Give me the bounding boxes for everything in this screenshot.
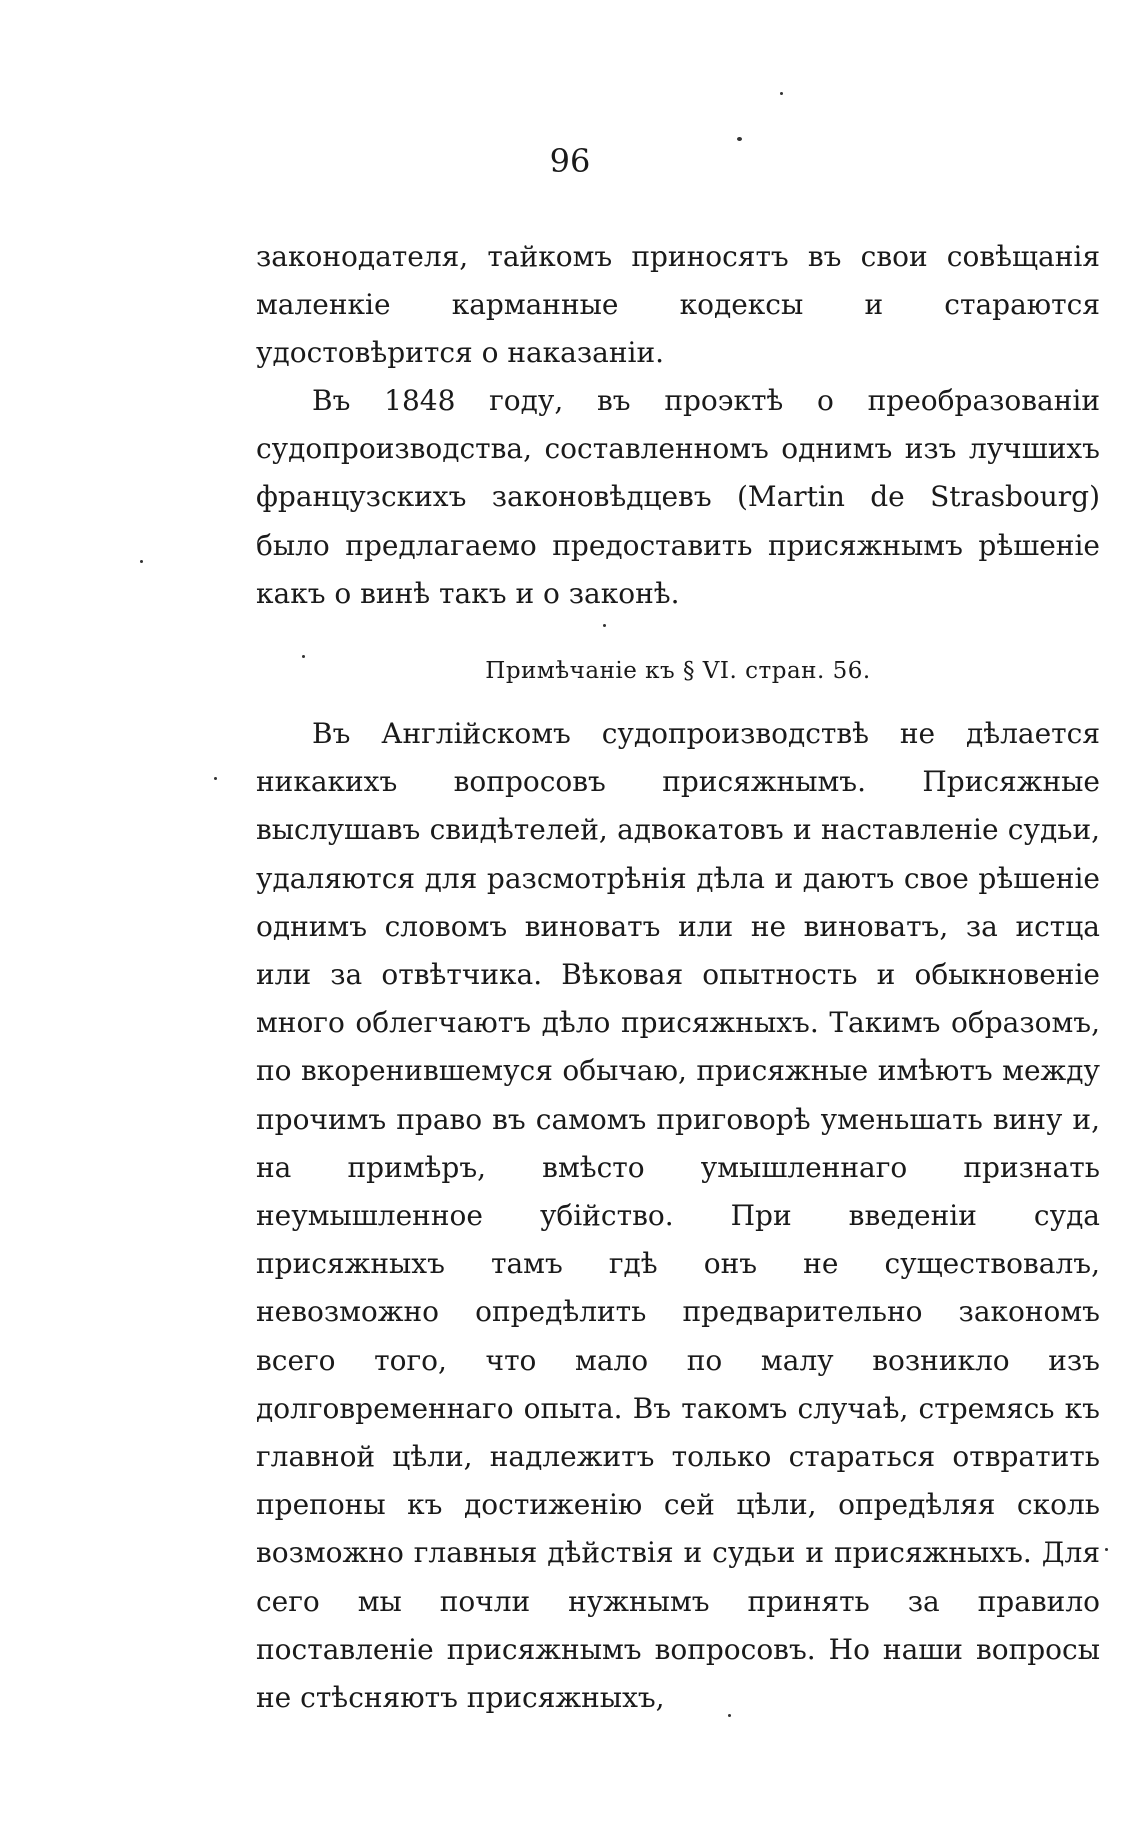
scan-speck <box>140 560 143 563</box>
paragraph-1848-project <box>256 377 1100 618</box>
paragraph-1-text: законодателя, тайкомъ приносятъ въ свои совѣщанія маленкіе карманные кодексы и стараются удостовѣрится о наказаніи. <box>256 240 1100 370</box>
scan-speck <box>1105 1548 1108 1551</box>
scan-speck <box>214 777 217 780</box>
page-number: 96 <box>549 142 591 180</box>
paragraph-3-text: Въ Англійскомъ судопроизводствѣ не дѣлается никакихъ вопросовъ присяжнымъ. Присяжные выслушавъ свидѣтелей, адвокатовъ и наставленіе судьи, удаляются для разсмотрѣнія дѣла и даютъ свое рѣшеніе однимъ словомъ виноватъ или не виноватъ, за истца или за отвѣтчика. Вѣковая опытность и обыкновеніе много облегчаютъ дѣло присяжныхъ. Такимъ образомъ, по вкоренившемуся обычаю, присяжные имѣютъ между прочимъ право въ самомъ приговорѣ уменьшать вину и, на примѣръ, вмѣсто умышленнаго признать неумышленное убійство. При введеніи суда присяжныхъ тамъ гдѣ онъ не существовалъ, невозможно опредѣлить предварительно закономъ всего того, что мало по малу возникло изъ долговременнаго опыта. Въ такомъ случаѣ, стремясь къ главной цѣли, надлежитъ только стараться отвратить препоны къ достиженію сей цѣли, опредѣляя сколь возможно главныя дѣйствія и судьи и присяжныхъ. Для сего мы почли нужнымъ принять за правило поставленіе присяжнымъ вопросовъ. Но наши вопросы не стѣсняютъ присяжныхъ, <box>256 717 1100 1715</box>
paragraph-english-procedure <box>256 710 1100 1722</box>
scan-speck <box>302 655 305 658</box>
scan-speck <box>737 137 742 141</box>
scan-speck <box>780 92 783 95</box>
scan-speck <box>728 1714 731 1717</box>
paragraph-2-text: Въ 1848 году, въ проэктѣ о преобразованіи судопроизводства, составленномъ однимъ изъ лучшихъ французскихъ законовѣдцевъ (Martin de Strasbourg) было предлагаемо предоставить присяжнымъ рѣшеніе какъ о винѣ такъ и о законѣ. <box>256 384 1100 610</box>
scan-speck <box>603 624 606 627</box>
note-heading: Примѣчаніе къ § VI. стран. 56. <box>485 658 871 684</box>
paragraph-continuation <box>256 233 1100 378</box>
